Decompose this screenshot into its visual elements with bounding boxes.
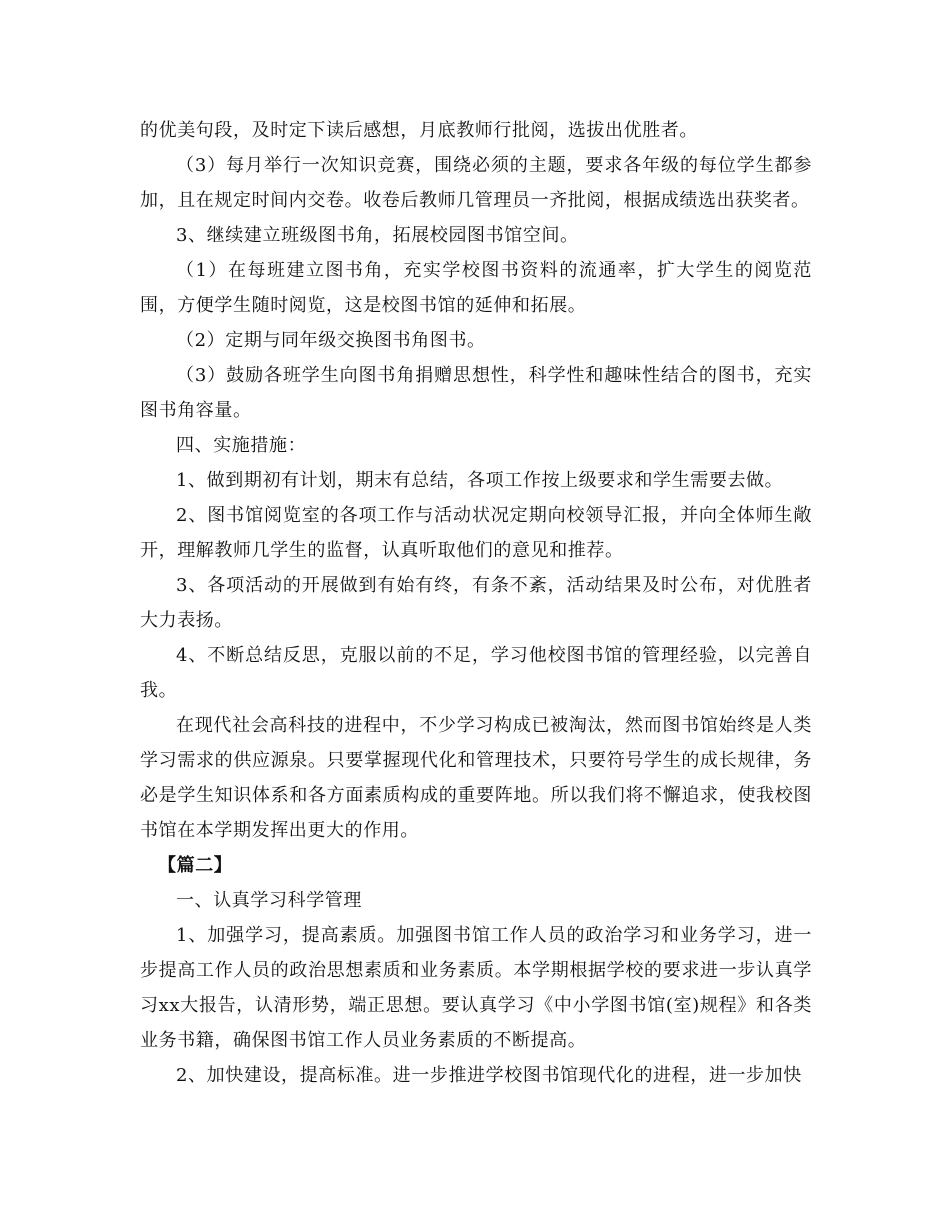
section-heading-study: 一、认真学习科学管理: [176, 890, 362, 911]
paragraph-item-2: （2）定期与同年级交换图书角图书。: [176, 330, 486, 351]
paragraph-measure-2: 2、图书馆阅览室的各项工作与活动状况定期向校领导汇报，并向全体师生敞开，理解教师几学生的监督，认真听取他们的意见和推荐。: [140, 505, 812, 561]
paragraph-item-3b: （3）鼓励各班学生向图书角捐赠思想性，科学性和趣味性结合的图书，充实图书角容量。: [140, 365, 812, 421]
paragraph-continuation: 的优美句段，及时定下读后感想，月底教师行批阅，选拔出优胜者。: [140, 120, 698, 141]
paragraph-measure-4: 4、不断总结反思，克服以前的不足，学习他校图书馆的管理经验，以完善自我。: [140, 645, 812, 701]
part-two-heading: 【篇二】: [158, 855, 233, 876]
section-heading-measures: 四、实施措施：: [176, 435, 307, 456]
paragraph-item-3: （3）每月举行一次知识竞赛，围绕必须的主题，要求各年级的每位学生都参加，且在规定时间内交卷。收卷后教师几管理员一齐批阅，根据成绩选出获奖者。: [140, 155, 812, 211]
paragraph-section-3: 3、继续建立班级图书角，拓展校园图书馆空间。: [176, 225, 579, 246]
paragraph-conclusion: 在现代社会高科技的进程中，不少学习构成已被淘汰，然而图书馆始终是人类学习需求的供应源泉。只要掌握现代化和管理技术，只要符号学生的成长规律，务必是学生知识体系和各方面素质构成的重要阵地。所以我们将不懈追求，使我校图书馆在本学期发挥出更大的作用。: [140, 715, 812, 841]
paragraph-study-1: 1、加强学习，提高素质。加强图书馆工作人员的政治学习和业务学习，进一步提高工作人员的政治思想素质和业务素质。本学期根据学校的要求进一步认真学习xx大报告，认清形势，端正思想。要认真学习《中小学图书馆(室)规程》和各类业务书籍，确保图书馆工作人员业务素质的不断提高。: [140, 925, 812, 1051]
document-body: [140, 113, 812, 1093]
paragraph-study-2: 2、加快建设，提高标准。进一步推进学校图书馆现代化的进程，进一步加快: [176, 1065, 802, 1086]
paragraph-measure-1: 1、做到期初有计划，期末有总结，各项工作按上级要求和学生需要去做。: [176, 470, 784, 491]
paragraph-measure-3: 3、各项活动的开展做到有始有终，有条不紊，活动结果及时公布，对优胜者大力表扬。: [140, 575, 812, 631]
paragraph-item-1: （1）在每班建立图书角，充实学校图书资料的流通率，扩大学生的阅览范围，方便学生随时阅览，这是校图书馆的延伸和拓展。: [140, 260, 812, 316]
